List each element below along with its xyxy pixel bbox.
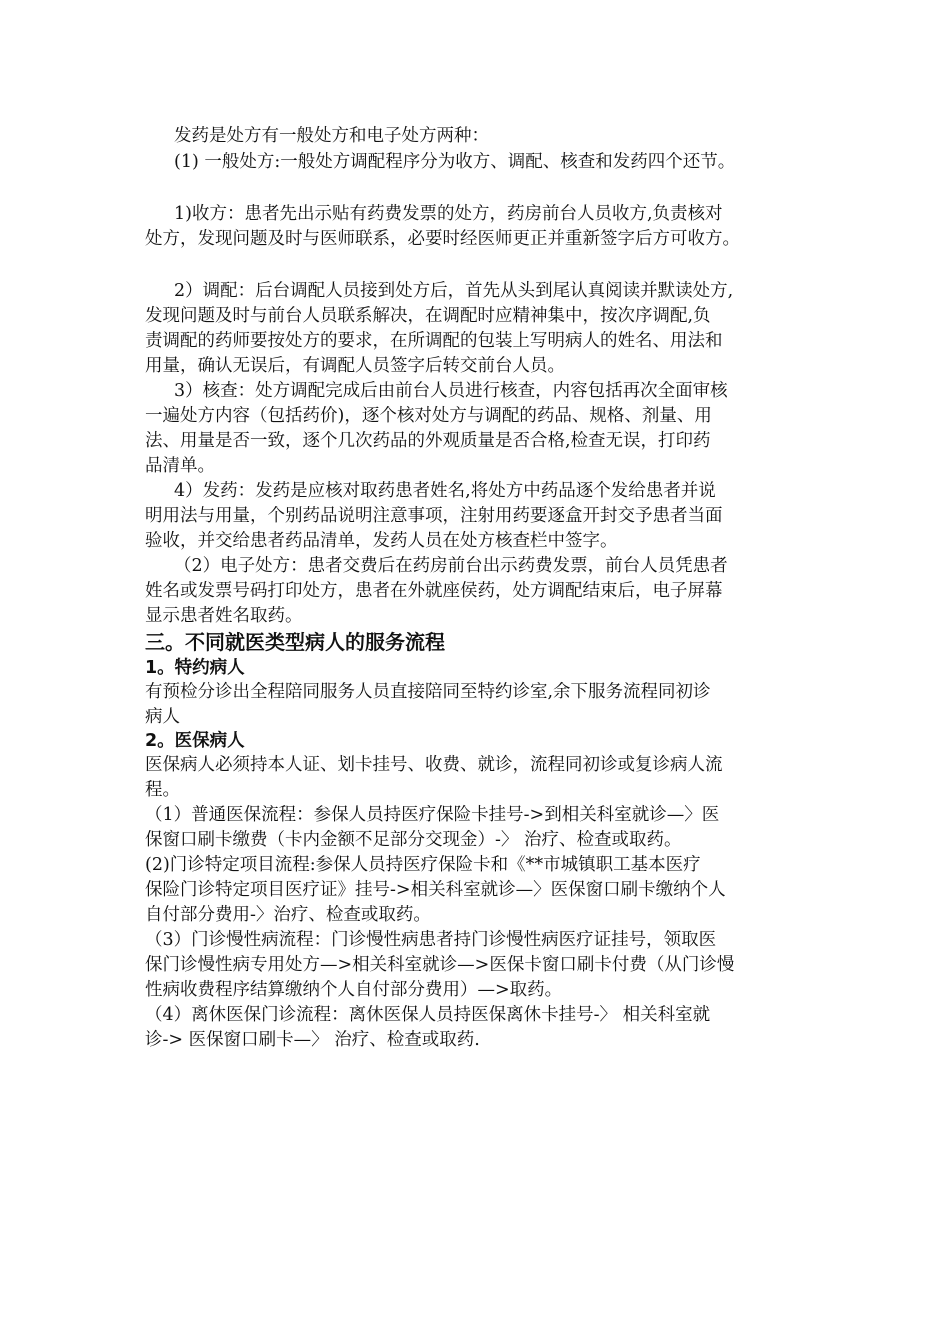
electronic-prescription-line-1: （2）电子处方：患者交费后在药房前台出示药费发票，前台人员凭患者 [174, 556, 728, 576]
step3-line-4: 品清单。 [145, 456, 215, 476]
step1-line-2: 处方，发现问题及时与医师联系，必要时经医师更正并重新签字后方可收方。 [145, 229, 740, 249]
step2-line-1: 2）调配：后台调配人员接到处方后，首先从头到尾认真阅读并默读处方, [174, 281, 734, 301]
general-prescription-line: (1) 一般处方:一般处方调配程序分为收方、调配、核查和发药四个还节。 [174, 152, 736, 172]
flow3-line-1: （3）门诊慢性病流程：门诊慢性病患者持门诊慢性病医疗证挂号，领取医 [145, 930, 717, 950]
flow3-line-3: 性病收费程序结算缴纳个人自付部分费用）—>取药。 [145, 980, 563, 1000]
subsection-heading-2: 2。医保病人 [145, 731, 245, 751]
intro-line: 发药是处方有一般处方和电子处方两种： [174, 126, 489, 146]
flow4-line-1: （4）离休医保门诊流程：离休医保人员持医保离休卡挂号-〉 相关科室就 [145, 1005, 711, 1025]
subsection2-line-2: 程。 [145, 780, 180, 800]
step2-line-4: 用量，确认无误后，有调配人员签字后转交前台人员。 [145, 356, 565, 376]
step4-line-2: 明用法与用量，个别药品说明注意事项，注射用药要逐盒开封交予患者当面 [145, 506, 723, 526]
step4-line-1: 4）发药：发药是应核对取药患者姓名,将处方中药品逐个发给患者并说 [174, 481, 716, 501]
step3-line-2: 一遍处方内容（包括药价)，逐个核对处方与调配的药品、规格、剂量、用 [145, 406, 712, 426]
step2-line-3: 责调配的药师要按处方的要求，在所调配的包装上写明病人的姓名、用法和 [145, 331, 723, 351]
flow3-line-2: 保门诊慢性病专用处方—>相关科室就诊—>医保卡窗口刷卡付费（从门诊慢 [145, 955, 735, 975]
step3-line-3: 法、用量是否一致，逐个几次药品的外观质量是否合格,检查无误，打印药 [145, 431, 711, 451]
step3-line-1: 3）核查：处方调配完成后由前台人员进行核查，内容包括再次全面审核 [174, 381, 728, 401]
electronic-prescription-line-3: 显示患者姓名取药。 [145, 606, 303, 626]
flow4-line-2: 诊-> 医保窗口刷卡—〉 治疗、检查或取药. [145, 1030, 480, 1050]
flow1-line-1: （1）普通医保流程：参保人员持医疗保险卡挂号->到相关科室就诊—〉医 [145, 805, 720, 825]
flow2-line-2: 保险门诊特定项目医疗证》挂号->相关科室就诊—〉医保窗口刷卡缴纳个人 [145, 880, 726, 900]
electronic-prescription-line-2: 姓名或发票号码打印处方，患者在外就座侯药，处方调配结束后，电子屏幕 [145, 581, 723, 601]
step2-line-2: 发现问题及时与前台人员联系解决，在调配时应精神集中，按次序调配,负 [145, 306, 711, 326]
step4-line-3: 验收，并交给患者药品清单，发药人员在处方核查栏中签字。 [145, 531, 618, 551]
subsection1-line-1: 有预检分诊出全程陪同服务人员直接陪同至特约诊室,余下服务流程同初诊 [145, 682, 711, 702]
flow2-line-1: (2)门诊特定项目流程:参保人员持医疗保险卡和《**市城镇职工基本医疗 [145, 855, 701, 875]
subsection1-line-2: 病人 [145, 707, 180, 727]
step1-line-1: 1)收方：患者先出示贴有药费发票的处方，药房前台人员收方,负责核对 [174, 204, 723, 224]
section-heading: 三。不同就医类型病人的服务流程 [145, 630, 445, 654]
flow1-line-2: 保窗口刷卡缴费（卡内金额不足部分交现金）-〉 治疗、检查或取药。 [145, 830, 682, 850]
subsection2-line-1: 医保病人必须持本人证、划卡挂号、收费、就诊，流程同初诊或复诊病人流 [145, 755, 723, 775]
flow2-line-3: 自付部分费用-〉治疗、检查或取药。 [145, 905, 431, 925]
subsection-heading-1: 1。特约病人 [145, 658, 245, 678]
